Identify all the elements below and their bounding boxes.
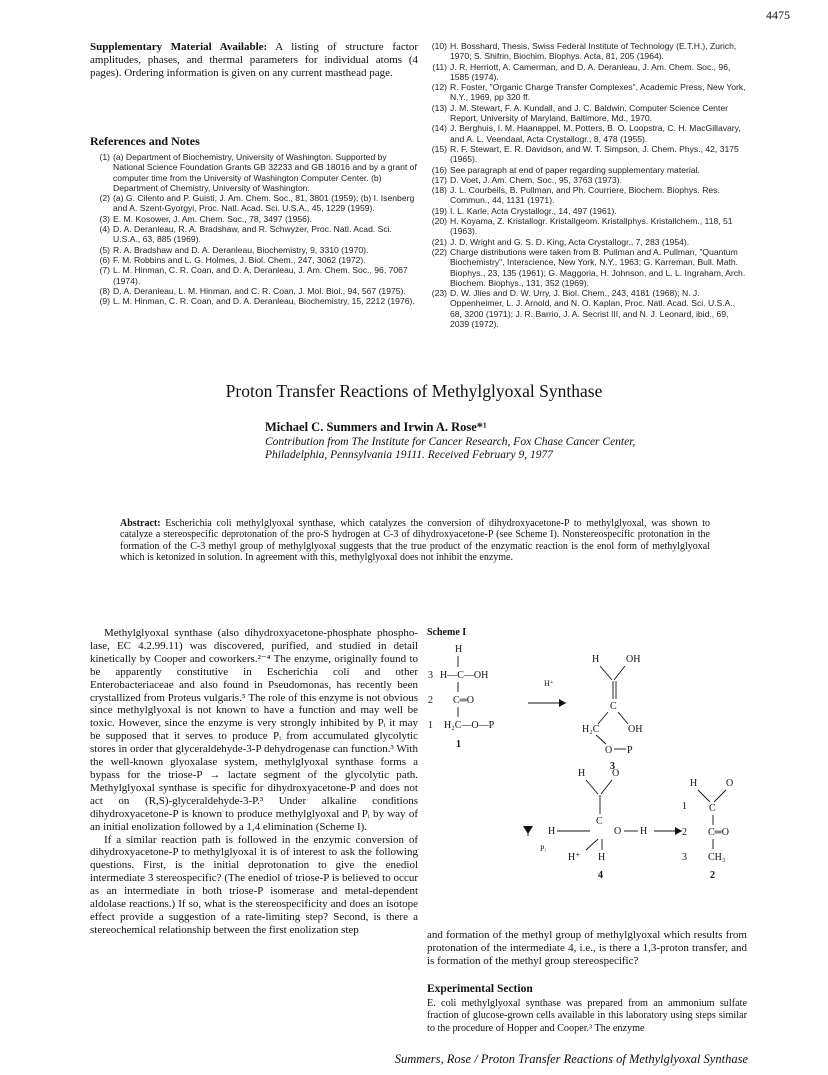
reference-text: D. A. Deranleau, L. M. Hinman, and C. R. Coan, J. Mol. Biol., 94, 567 (1975). (113, 285, 406, 296)
scheme-atom: H (592, 654, 600, 665)
reference-item (427, 165, 747, 175)
reference-item (427, 41, 747, 62)
scheme-bond (601, 780, 612, 794)
scheme-atom: H (455, 644, 463, 655)
reference-number: (17) (431, 174, 447, 185)
reference-item (427, 216, 747, 237)
reference-text: J. M. Stewart, F. A. Kundall, and J. C. Baldwin, Computer Science Center Report, University of Maryland, Baltimore, Md., 1970. (450, 102, 728, 124)
scheme-reagent: H⁺ (544, 679, 554, 688)
scheme-atom-group: H₂C—O—P (444, 720, 495, 731)
article-authors: Michael C. Summers and Irwin A. Rose*¹ (265, 420, 487, 434)
scheme-atom-group: C═O (708, 827, 729, 838)
references-list-left (90, 152, 418, 306)
reference-text: D. Voet, J. Am. Chem. Soc., 95, 3763 (1973). (450, 174, 622, 185)
reference-item (90, 286, 418, 296)
affiliation-line: Philadelphia, Pennsylvania 19111. Received February 9, 1977 (265, 449, 553, 461)
references-heading: References and Notes (90, 134, 200, 148)
scheme-bond (600, 666, 612, 680)
compound-label: 1 (456, 739, 461, 750)
reference-text: F. M. Robbins and L. G. Holmes, J. Biol. Chem., 247, 3062 (1972). (113, 254, 366, 265)
reference-text: (a) G. Cilento and P. Guisti, J. Am. Chem. Soc., 81, 3801 (1959); (b) I. Isenberg and A. Szent-Gyorgyi, Proc. Natl. Acad. Sci. U.S.A., 45, 1229 (1959). (113, 193, 415, 214)
reference-number: (19) (431, 205, 447, 216)
scheme-atom-group: C═O (453, 695, 474, 706)
reference-item (427, 237, 747, 247)
reference-text: H. Koyama, Z. Kristallogr. Kristallgeom. Kristallphys. Kristallchem., 118, 51 (1963). (450, 216, 733, 237)
scheme-row-number: 3 (428, 670, 433, 681)
scheme-atom: H (690, 778, 698, 789)
body-paragraph: Methylglyoxal synthase (also dihydroxyacetone-phosphate phospho-lase, EC 4.2.99.11) was discovered, purified, and studied in detail kinetically by Cooper and coworkers.²⁻⁴ The enzyme, originally found to be apparently constitutive in Escherichia coli and other Enterobacteriaceae and also found in Pseudomonas, has recently been crystallized from Proteus vulgaris.⁵ The role of this enzyme is not obvious since methylglyoxal is not known to have a function and may well be toxic. However, since the enzyme is very strongly inhibited by Pᵢ it may be supposed that it serves to produce Pᵢ from accumulated glycolytic stores in order that glyceraldehyde-3-P dehydrogenase can function.³ With the well-known glyoxalase system, methylglyoxal synthase forms a bypass for the triose-P → lactate segment of the glycolytic path. Methylglyoxal synthase is specific for dihydroxyacetone-P and does not act on (R,S)-glyceraldehyde-3-P.³ Under alkaline conditions dihydroxyacetone-P is known to produce methylglyoxal and Pᵢ by way of an initial enolization followed by a 1,4 elimination (Scheme I). (90, 627, 418, 833)
experimental-heading: Experimental Section (427, 983, 533, 995)
scheme-atom: OH (626, 654, 641, 665)
reference-item (427, 185, 747, 206)
reference-item (427, 62, 747, 83)
affiliation-line: Contribution from The Institute for Cancer Research, Fox Chase Cancer Center, (265, 436, 636, 448)
scheme-atom: H⁺ (568, 852, 581, 863)
reference-text: D. W. Jlies and D. W. Urry, J. Biol. Chem., 243, 4181 (1968); N. J. Oppenheimer, L. J. Arnold, and N. O. Kaplan, Proc. Natl. Acad. Sci. U.S.A., 68, 3200 (1971); J. R. Barrio, J. A. Secrist III, and N. J. Leonard, ibid., 69, 2039 (1972). (450, 288, 736, 330)
body-paragraph: and formation of the methyl group of methylglyoxal which results from protonation of the intermediate 4, i.e., is there a 1,3-proton transfer, and is formation of the methyl group stereospecific? (427, 929, 747, 967)
scheme-atom: H (640, 826, 648, 837)
scheme-atom: H (578, 768, 586, 779)
scheme-bond (698, 790, 710, 802)
scheme-row-number: 2 (428, 695, 433, 706)
scheme-row-number: 1 (682, 801, 687, 812)
reference-number: (14) (431, 123, 447, 134)
scheme-atom-group: CH₃ (708, 852, 726, 863)
reference-item (90, 152, 418, 193)
scheme-atom: H (598, 852, 606, 863)
supplementary-label: Supplementary Material Available: (90, 41, 268, 53)
scheme-atom-group: H—C—OH (440, 670, 489, 681)
scheme-bond (598, 712, 608, 724)
reference-number: (8) (99, 285, 110, 296)
scheme-atom: C (709, 803, 716, 814)
scheme-row-number: 3 (682, 852, 687, 863)
arrow-head-icon (675, 827, 682, 835)
reference-number: (18) (431, 185, 447, 196)
reference-item (90, 245, 418, 255)
reference-item (90, 296, 418, 306)
reference-text: L. M. Hinman, C. R. Coan, and D. A. Deranleau, J. Am. Chem. Soc., 96, 7067 (1974). (113, 265, 408, 286)
reference-item (427, 175, 747, 185)
reference-item (427, 103, 747, 124)
reference-number: (22) (431, 246, 447, 257)
reference-text: Charge distributions were taken from B. Pullman and A. Pullman, "Quantum Biochemistry", Interscience, New York, N.Y., 1963; G. Karreman, Bull. Math. Biophys., 23, 135 (1961); G. Maggoria, H. Johnson, and L. L. Ingraham, Arch. Biochem. Biophys., 131, 352 (1969). (450, 246, 746, 288)
reference-item (427, 288, 747, 329)
article-affiliation (265, 436, 635, 462)
reference-number: (15) (431, 143, 447, 154)
reference-number: (10) (431, 41, 447, 51)
reference-number: (12) (431, 82, 447, 93)
arrow-head-icon (559, 699, 566, 707)
reference-number: (6) (99, 254, 110, 265)
reference-number: (4) (99, 224, 110, 235)
reference-text: E. M. Kosower, J. Am. Chem. Soc., 78, 3497 (1956). (113, 213, 313, 224)
reaction-scheme (420, 636, 750, 882)
reference-item (427, 82, 747, 103)
scheme-atom-group: H₂C (582, 724, 600, 735)
reference-number: (23) (431, 288, 447, 299)
reference-text: (a) Department of Biochemistry, University of Washington. Supported by National Science Foundation Grants GB 32233 and GB 18016 and by a grant of computer time from the University of Washington Computer Center. (b) Department of Chemistry, University of Washington. (113, 152, 417, 193)
scheme-atom: H (548, 826, 556, 837)
abstract-text: Escherichia coli methylglyoxal synthase, which catalyzes the conversion of dihydroxyacetone-P to methylglyoxal, was shown to catalyze a stereospecific deprotonation of the pro-S hydrogen at C-3 of dihydroxyacetone-P (see Scheme I). Nonstereospecific protonation in the formation of the C-3 methyl group of methylglyoxal suggests that the true product of the enzymatic reaction is the enol form of methylglyoxal which is ketonized in solution. In agreement with this, methylglyoxal does not inhibit the enzyme. (120, 518, 710, 564)
scheme-atom: O (612, 768, 620, 779)
reference-item (427, 123, 747, 144)
scheme-atom-group: OH (628, 724, 643, 735)
reference-text: J. R. Herriott, A. Camerman, and D. A. Deranleau, J. Am. Chem. Soc., 96, 1585 (1974). (450, 61, 731, 82)
scheme-atom: O (726, 778, 734, 789)
reference-item (427, 144, 747, 165)
scheme-title: Scheme I (427, 627, 467, 638)
body-left-column (90, 627, 418, 937)
reference-item (90, 255, 418, 265)
reference-text: J. Berghuis, I. M. Haanappel, M. Potters, B. O. Loopstra, C. H. MacGillavary, and A. L. Veendaal, Acta Crystallogr., 8, 478 (1955). (450, 123, 741, 144)
reference-text: H. Bosshard, Thesis, Swiss Federal Institute of Technology (E.T.H.), Zurich, 1970; S. Shifrin, Biochim. Biophys. Acta, 81, 205 (1964). (450, 41, 737, 62)
abstract-label: Abstract: (120, 518, 161, 529)
scheme-row-number: 1 (428, 720, 433, 731)
supplementary-text: A listing of structure factor amplitudes, phases, and thermal parameters for individual atoms (4 pages). Ordering information is given on any current masthead page. (90, 41, 418, 79)
reference-text: J. L. Courbeils, B. Pullman, and Ph. Courriere, Biochem. Biophys. Res. Commun., 44, 1131 (1971). (450, 185, 720, 206)
reference-item (90, 265, 418, 286)
reference-text: R. Foster, "Organic Charge Transfer Complexes", Academic Press, New York, N.Y., 1969, pp 320 ff. (450, 82, 746, 103)
reference-number: (5) (99, 244, 110, 255)
experimental-text: E. coli methylglyoxal synthase was prepared from an ammonium sulfate fraction of glucose-grown cells available in this laboratory using steps similar to the procedure of Hopper and Cooper.³ The enzyme (427, 998, 747, 1034)
scheme-reagent: Pᵢ (540, 844, 546, 853)
compound-label: 4 (598, 870, 603, 881)
body-right-column (427, 929, 747, 968)
reference-number: (16) (431, 164, 447, 175)
article-title: Proton Transfer Reactions of Methylglyoxal Synthase (225, 381, 603, 401)
reference-text: D. A. Deranleau, R. A. Bradshaw, and R. Schwyzer, Proc. Natl. Acad. Sci. U.S.A., 63, 885 (1969). (113, 224, 392, 245)
scheme-bond (586, 839, 598, 850)
body-paragraph: If a similar reaction path is followed in the enzymic conversion of dihydroxyacetone-P to methylglyoxal it is of interest to ask the following questions. First, is the initial deprotonation to give the enediol intermediate 3 stereospecific? (The enediol of triose-P is believed to occur as an intermediate in both triose-P isomerase and metal-dependent aldolase reactions.) If so, what is the stereospecificity and does an isotope effect provide a suggestion of a rate-limiting step? Second, is there a stereochemical relationship between the first enolization step (90, 833, 418, 936)
compound-label: 3 (610, 761, 615, 772)
references-list-right (427, 41, 747, 329)
reference-text: See paragraph at end of paper regarding supplementary material. (450, 164, 700, 175)
reference-number: (7) (99, 265, 110, 276)
reference-number: (13) (431, 102, 447, 113)
supplementary-material (90, 41, 418, 80)
scheme-row-number: 2 (682, 827, 687, 838)
reference-number: (20) (431, 216, 447, 227)
reference-number: (11) (432, 61, 447, 72)
scheme-bond (714, 790, 726, 802)
abstract (120, 518, 710, 564)
reference-number: (1) (99, 152, 110, 162)
reference-item (90, 224, 418, 245)
scheme-bond (618, 712, 628, 724)
arrow-head-icon (523, 826, 533, 834)
reference-number: (9) (99, 296, 110, 307)
page-footer: Summers, Rose / Proton Transfer Reactions of Methylglyoxal Synthase (394, 1052, 748, 1066)
scheme-atom: O (614, 826, 622, 837)
reference-item (90, 214, 418, 224)
reference-item (427, 206, 747, 216)
reference-number: (2) (99, 193, 110, 204)
page-number: 4475 (766, 8, 790, 22)
reference-text: J. D. Wright and G. S. D. King, Acta Crystallogr., 7, 283 (1954). (450, 236, 690, 247)
reference-text: L. M. Hinman, C. R. Coan, and D. A. Deranleau, Biochemistry, 15, 2212 (1976). (113, 296, 415, 307)
scheme-atom: C (596, 816, 603, 827)
scheme-bond (614, 666, 625, 680)
compound-label: 2 (710, 870, 715, 881)
scheme-bond (596, 735, 606, 744)
reference-text: I. L. Karle, Acta Crystallogr., 14, 497 (1961). (450, 205, 617, 216)
scheme-bond (586, 780, 598, 794)
reference-number: (3) (99, 213, 110, 224)
scheme-atom: O (605, 745, 613, 756)
scheme-atom: C (610, 701, 617, 712)
scheme-atom: P (627, 745, 633, 756)
reference-text: R. F. Stewart, E. R. Davidson, and W. T. Simpson, J. Chem. Phys., 42, 3175 (1965). (450, 143, 739, 165)
reference-item (90, 193, 418, 214)
reference-text: R. A. Bradshaw and D. A. Deranleau, Biochemistry, 9, 3310 (1970). (113, 244, 369, 255)
reference-item (427, 247, 747, 288)
reference-number: (21) (431, 236, 447, 247)
